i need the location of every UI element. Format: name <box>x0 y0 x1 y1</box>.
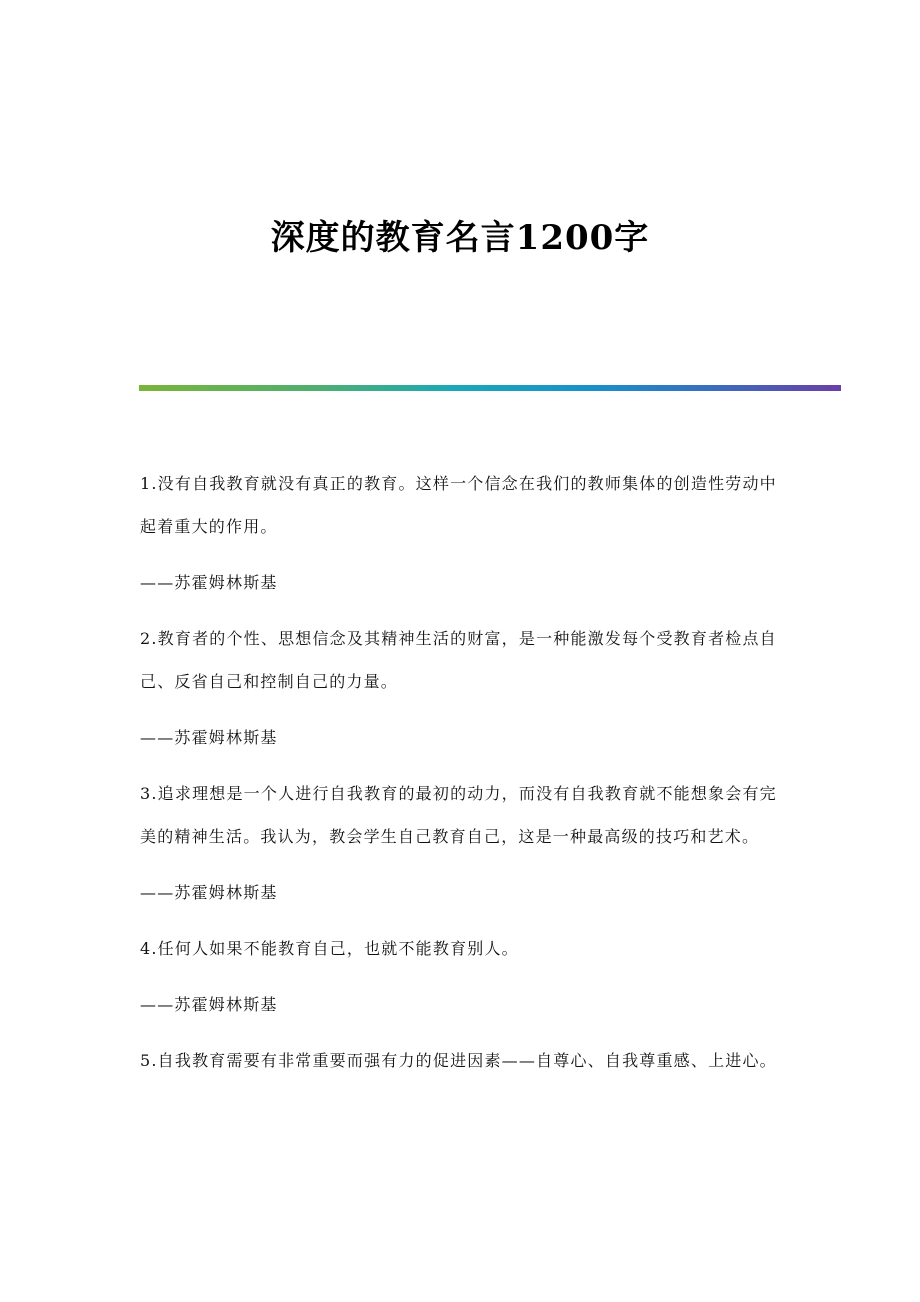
quote-paragraph: 5.自我教育需要有非常重要而强有力的促进因素——自尊心、自我尊重感、上进心。 <box>140 1051 777 1070</box>
quote-attribution: ——苏霍姆林斯基 <box>140 728 278 747</box>
quote-attribution: ——苏霍姆林斯基 <box>140 573 278 592</box>
quote-paragraph: 3.追求理想是一个人进行自我教育的最初的动力，而没有自我教育就不能想象会有完美的精神生活。我认为，教会学生自己教育自己，这是一种最高级的技巧和艺术。 <box>140 784 777 846</box>
document-body <box>140 462 780 1095</box>
quote-attribution: ——苏霍姆林斯基 <box>140 995 278 1014</box>
document-title: 深度的教育名言1200字 <box>270 218 650 258</box>
quote-paragraph: 1.没有自我教育就没有真正的教育。这样一个信念在我们的教师集体的创造性劳动中起着重大的作用。 <box>140 474 777 536</box>
quote-paragraph: 2.教育者的个性、思想信念及其精神生活的财富，是一种能激发每个受教育者检点自己、反省自己和控制自己的力量。 <box>140 629 777 691</box>
quote-paragraph: 4.任何人如果不能教育自己，也就不能教育别人。 <box>140 939 519 958</box>
gradient-divider <box>139 385 841 391</box>
quote-attribution: ——苏霍姆林斯基 <box>140 883 278 902</box>
